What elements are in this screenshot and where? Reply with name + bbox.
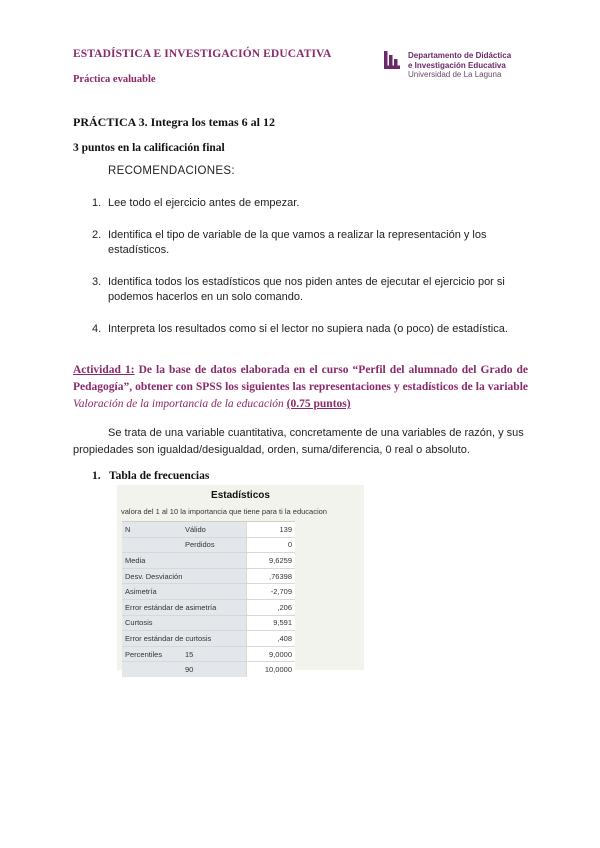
list-item-number: 3. <box>92 276 102 288</box>
activity-statement <box>73 362 528 413</box>
row-value: 9,591 <box>247 615 296 631</box>
row-value: 9,6259 <box>247 553 296 569</box>
list-item-number: 2. <box>92 229 102 241</box>
row-label: Percentiles <box>122 646 182 662</box>
table-row <box>122 662 295 677</box>
row-value: ,206 <box>247 599 296 615</box>
row-value: 10,0000 <box>247 662 296 677</box>
activity-variable: Valoración de la importancia de la educación <box>73 398 284 410</box>
row-sublabel: Válido <box>182 522 247 538</box>
row-label: Error estándar de asimetría <box>122 599 247 615</box>
header-title: ESTADÍSTICA E INVESTIGACIÓN EDUCATIVA <box>73 48 332 60</box>
list-item <box>92 322 522 337</box>
recommendations-list <box>92 196 522 354</box>
ull-logo-icon <box>384 51 400 69</box>
list-item-text: Identifica el tipo de variable de la que vamos a realizar la representación y los estadísticos. <box>108 229 487 256</box>
variable-description: Se trata de una variable cuantitativa, concretamente de una variables de razón, y sus propiedades son igualdad/desigualdad, orden, suma/diferencia, 0 real o absoluto. <box>73 427 524 456</box>
list-item-text: Lee todo el ejercicio antes de empezar. <box>108 197 300 209</box>
row-value: ,408 <box>247 631 296 647</box>
header-subtitle: Práctica evaluable <box>73 74 156 85</box>
row-sublabel: 15 <box>182 646 247 662</box>
row-sublabel: Perdidos <box>182 537 247 553</box>
practice-title: PRÁCTICA 3. Integra los temas 6 al 12 <box>73 115 275 129</box>
practice-points: 3 puntos en la calificación final <box>73 142 225 154</box>
row-label <box>122 537 182 553</box>
list-item-text: Interpreta los resultados como si el lector no supiera nada (o poco) de estadística. <box>108 323 508 335</box>
list-item-text: Identifica todos los estadísticos que nos piden antes de ejecutar el ejercicio por si podemos hacerlos en un solo comando. <box>108 276 505 303</box>
spss-table-subtitle: valora del 1 al 10 la importancia que tiene para ti la educacion <box>121 507 327 516</box>
activity-points: (0.75 puntos) <box>286 398 351 410</box>
spss-statistics-table <box>117 485 364 675</box>
row-value: 9,0000 <box>247 646 296 662</box>
table-row <box>122 568 295 584</box>
row-value: 139 <box>247 522 296 538</box>
section-title: Tabla de frecuencias <box>109 470 210 482</box>
activity-label: Actividad 1: <box>73 364 135 376</box>
list-item-number: 4. <box>92 323 102 335</box>
table-row <box>122 631 295 647</box>
logo-line-1: Departamento de Didáctica <box>408 51 512 60</box>
row-label: Asimetría <box>122 584 247 600</box>
row-label: Curtosis <box>122 615 247 631</box>
spss-table-title: Estadísticos <box>211 490 270 501</box>
row-value: ,76398 <box>247 568 296 584</box>
section-number: 1. <box>92 470 101 482</box>
row-value: 0 <box>247 537 296 553</box>
table-row <box>122 599 295 615</box>
department-logo <box>384 51 511 80</box>
table-row <box>122 522 295 538</box>
row-label: Desv. Desviación <box>122 568 247 584</box>
row-value: -2,709 <box>247 584 296 600</box>
logo-line-2: e Investigación Educativa <box>408 60 506 70</box>
row-sublabel: 90 <box>182 662 247 677</box>
table-row <box>122 615 295 631</box>
list-item <box>92 196 522 211</box>
table-row <box>122 553 295 569</box>
list-item <box>92 228 522 258</box>
activity-text: De la base de datos elaborada en el curso “Perfil del alumnado del Grado de Pedagogía”, obtener con SPSS los siguientes las representaciones y estadísticos de la variable <box>73 364 529 393</box>
list-item-number: 1. <box>92 197 102 209</box>
table-row <box>122 537 295 553</box>
row-label: Error estándar de curtosis <box>122 631 247 647</box>
table-row <box>122 584 295 600</box>
logo-line-3: Universidad de La Laguna <box>408 70 502 79</box>
logo-text <box>408 51 511 80</box>
section-heading <box>92 470 209 482</box>
list-item <box>92 275 522 305</box>
table-row <box>122 646 295 662</box>
statistics-table <box>122 521 295 677</box>
row-label: N <box>122 522 182 538</box>
recommendations-title: RECOMENDACIONES: <box>108 165 235 177</box>
row-label: Media <box>122 553 247 569</box>
row-label <box>122 662 182 677</box>
